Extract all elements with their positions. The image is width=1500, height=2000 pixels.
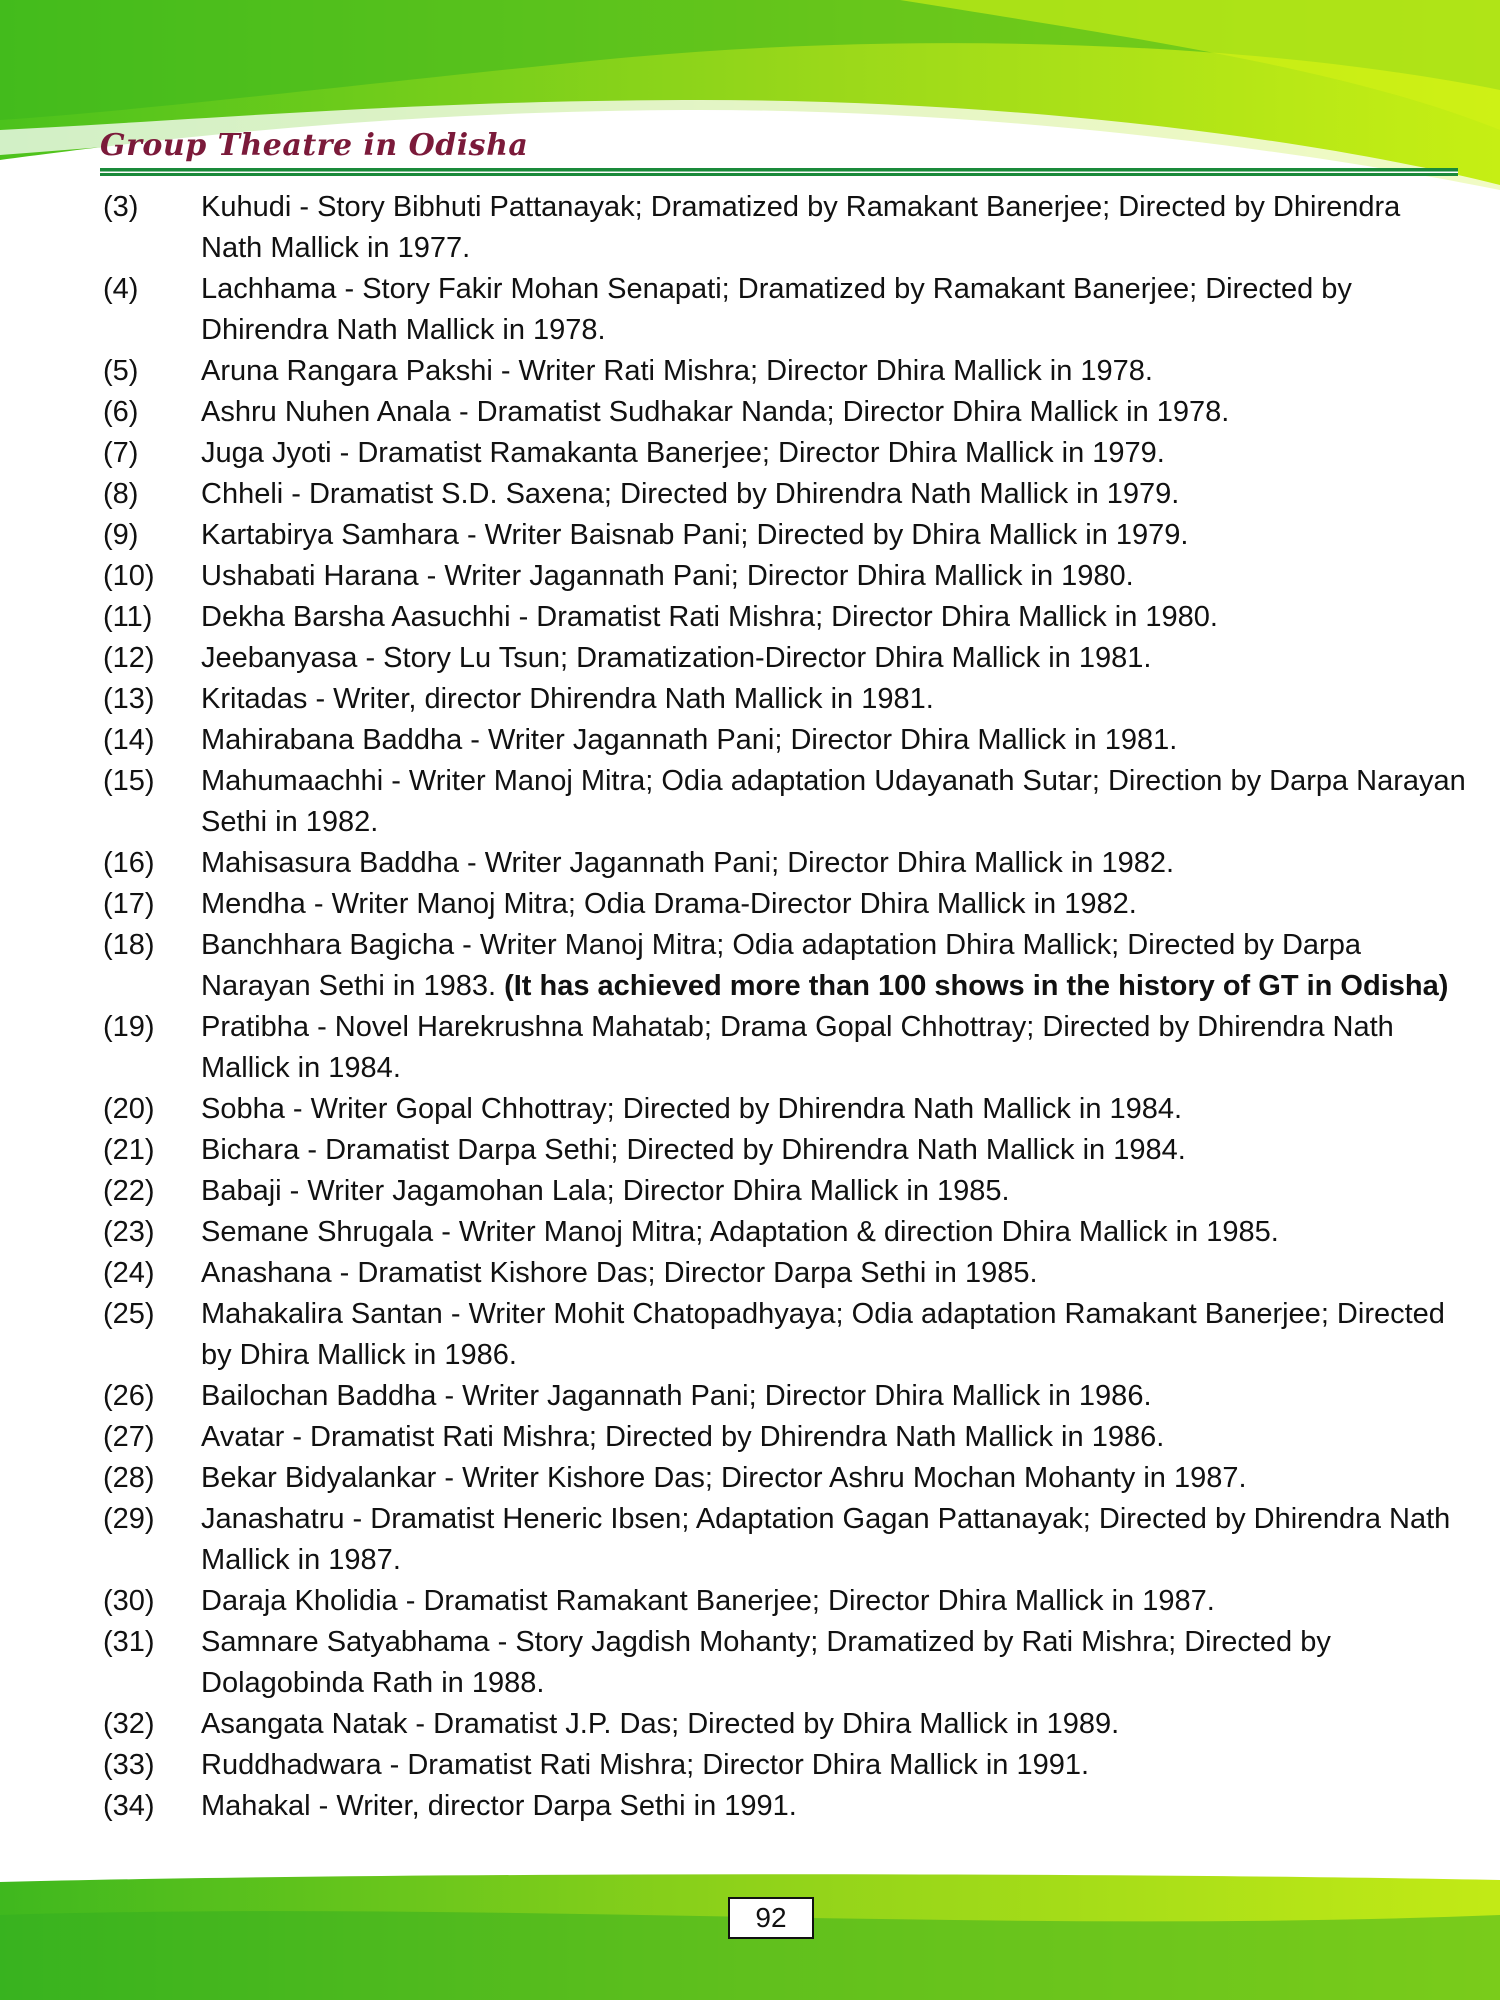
entry-text-main: Banchhara Bagicha - Writer Manoj Mitra; Odia adaptation Dhira Mallick; Directed by Darpa Narayan Sethi in 1983. xyxy=(201,929,1361,1002)
entry-number: (7) xyxy=(103,437,139,469)
list-item xyxy=(103,1294,1468,1376)
list-item xyxy=(103,761,1468,843)
entry-number: (4) xyxy=(103,273,139,305)
entry-text: Janashatru - Dramatist Heneric Ibsen; Adaptation Gagan Pattanayak; Directed by Dhirendra Nath Mallick in 1987. xyxy=(201,1503,1451,1576)
entry-number: (3) xyxy=(103,191,139,223)
entry-number: (14) xyxy=(103,724,155,756)
entry-text: Avatar - Dramatist Rati Mishra; Directed by Dhirendra Nath Mallick in 1986. xyxy=(201,1421,1165,1453)
list-item xyxy=(103,1745,1468,1786)
list-item xyxy=(103,392,1468,433)
entry-number: (30) xyxy=(103,1585,155,1617)
list-item xyxy=(103,597,1468,638)
entry-number: (16) xyxy=(103,847,155,879)
entry-text: Mendha - Writer Manoj Mitra; Odia Drama-Director Dhira Mallick in 1982. xyxy=(201,888,1137,920)
entry-number: (18) xyxy=(103,929,155,961)
list-item xyxy=(103,1499,1468,1581)
entry-number: (5) xyxy=(103,355,139,387)
list-item xyxy=(103,556,1468,597)
list-item xyxy=(103,925,1468,1007)
list-item xyxy=(103,1622,1468,1704)
entry-text: Juga Jyoti - Dramatist Ramakanta Banerjee; Director Dhira Mallick in 1979. xyxy=(201,437,1165,469)
entry-text: Pratibha - Novel Harekrushna Mahatab; Drama Gopal Chhottray; Directed by Dhirendra Nath Mallick in 1984. xyxy=(201,1011,1394,1084)
entry-number: (32) xyxy=(103,1708,155,1740)
entry-number: (15) xyxy=(103,765,155,797)
list-item xyxy=(103,269,1468,351)
running-header-title: Group Theatre in Odisha xyxy=(100,128,529,163)
entry-number: (27) xyxy=(103,1421,155,1453)
production-list xyxy=(103,187,1468,1827)
entry-number: (34) xyxy=(103,1790,155,1822)
entry-number: (20) xyxy=(103,1093,155,1125)
list-item xyxy=(103,1089,1468,1130)
list-item xyxy=(103,187,1468,269)
entry-text: Aruna Rangara Pakshi - Writer Rati Mishra; Director Dhira Mallick in 1978. xyxy=(201,355,1153,387)
entry-text: Mahakalira Santan - Writer Mohit Chatopadhyaya; Odia adaptation Ramakant Banerjee; Directed by Dhira Mallick in 1986. xyxy=(201,1298,1445,1371)
list-item xyxy=(103,1704,1468,1745)
list-item xyxy=(103,1212,1468,1253)
entry-number: (8) xyxy=(103,478,139,510)
page-number: 92 xyxy=(728,1897,814,1939)
list-item xyxy=(103,474,1468,515)
entry-text: Jeebanyasa - Story Lu Tsun; Dramatization-Director Dhira Mallick in 1981. xyxy=(201,642,1152,674)
list-item xyxy=(103,351,1468,392)
list-item xyxy=(103,1417,1468,1458)
entry-number: (23) xyxy=(103,1216,155,1248)
entry-text: Ruddhadwara - Dramatist Rati Mishra; Director Dhira Mallick in 1991. xyxy=(201,1749,1090,1781)
entry-text: Mahakal - Writer, director Darpa Sethi in 1991. xyxy=(201,1790,797,1822)
list-item xyxy=(103,515,1468,556)
entry-text: Lachhama - Story Fakir Mohan Senapati; Dramatized by Ramakant Banerjee; Directed by Dhirendra Nath Mallick in 1978. xyxy=(201,273,1352,346)
entry-text: Mahisasura Baddha - Writer Jagannath Pani; Director Dhira Mallick in 1982. xyxy=(201,847,1175,879)
list-item xyxy=(103,1786,1468,1827)
entry-number: (22) xyxy=(103,1175,155,1207)
entry-text: Ushabati Harana - Writer Jagannath Pani; Director Dhira Mallick in 1980. xyxy=(201,560,1134,592)
entry-highlight: (It has achieved more than 100 shows in the history of GT in Odisha) xyxy=(496,970,1449,1002)
list-item xyxy=(103,1007,1468,1089)
entry-text: Mahirabana Baddha - Writer Jagannath Pani; Director Dhira Mallick in 1981. xyxy=(201,724,1178,756)
entry-number: (11) xyxy=(103,601,153,633)
entry-number: (31) xyxy=(103,1626,155,1658)
list-item xyxy=(103,1581,1468,1622)
entry-text: Chheli - Dramatist S.D. Saxena; Directed by Dhirendra Nath Mallick in 1979. xyxy=(201,478,1180,510)
list-item xyxy=(103,1376,1468,1417)
entry-number: (6) xyxy=(103,396,139,428)
list-item xyxy=(103,1458,1468,1499)
entry-text: Ashru Nuhen Anala - Dramatist Sudhakar Nanda; Director Dhira Mallick in 1978. xyxy=(201,396,1230,428)
entry-number: (19) xyxy=(103,1011,155,1043)
entry-text: Bailochan Baddha - Writer Jagannath Pani; Director Dhira Mallick in 1986. xyxy=(201,1380,1152,1412)
list-item xyxy=(103,1130,1468,1171)
entry-text: Kuhudi - Story Bibhuti Pattanayak; Dramatized by Ramakant Banerjee; Directed by Dhirendra Nath Mallick in 1977. xyxy=(201,191,1401,264)
entry-text: Sobha - Writer Gopal Chhottray; Directed by Dhirendra Nath Mallick in 1984. xyxy=(201,1093,1183,1125)
list-item xyxy=(103,843,1468,884)
entry-text: Babaji - Writer Jagamohan Lala; Director Dhira Mallick in 1985. xyxy=(201,1175,1010,1207)
entry-text: Bekar Bidyalankar - Writer Kishore Das; Director Ashru Mochan Mohanty in 1987. xyxy=(201,1462,1247,1494)
list-item xyxy=(103,1253,1468,1294)
entry-text xyxy=(201,925,1468,1007)
entry-text: Kartabirya Samhara - Writer Baisnab Pani; Directed by Dhira Mallick in 1979. xyxy=(201,519,1189,551)
list-item xyxy=(103,884,1468,925)
entry-number: (29) xyxy=(103,1503,155,1535)
entry-text: Dekha Barsha Aasuchhi - Dramatist Rati Mishra; Director Dhira Mallick in 1980. xyxy=(201,601,1218,633)
entry-number: (24) xyxy=(103,1257,155,1289)
entry-number: (9) xyxy=(103,519,139,551)
entry-text: Daraja Kholidia - Dramatist Ramakant Banerjee; Director Dhira Mallick in 1987. xyxy=(201,1585,1215,1617)
entry-text: Anashana - Dramatist Kishore Das; Director Darpa Sethi in 1985. xyxy=(201,1257,1038,1289)
list-item xyxy=(103,433,1468,474)
entry-text: Kritadas - Writer, director Dhirendra Nath Mallick in 1981. xyxy=(201,683,934,715)
entry-text: Mahumaachhi - Writer Manoj Mitra; Odia adaptation Udayanath Sutar; Direction by Darpa Narayan Sethi in 1982. xyxy=(201,765,1466,838)
list-item xyxy=(103,720,1468,761)
entry-text: Bichara - Dramatist Darpa Sethi; Directed by Dhirendra Nath Mallick in 1984. xyxy=(201,1134,1186,1166)
entry-number: (13) xyxy=(103,683,155,715)
entry-number: (12) xyxy=(103,642,155,674)
list-item xyxy=(103,1171,1468,1212)
entry-number: (21) xyxy=(103,1134,155,1166)
entry-number: (17) xyxy=(103,888,155,920)
entry-text: Samnare Satyabhama - Story Jagdish Mohanty; Dramatized by Rati Mishra; Directed by Dolagobinda Rath in 1988. xyxy=(201,1626,1331,1699)
list-item xyxy=(103,638,1468,679)
entry-number: (28) xyxy=(103,1462,155,1494)
entry-text: Asangata Natak - Dramatist J.P. Das; Directed by Dhira Mallick in 1989. xyxy=(201,1708,1120,1740)
entry-number: (10) xyxy=(103,560,155,592)
entry-number: (25) xyxy=(103,1298,155,1330)
header-rule xyxy=(100,168,1458,176)
entry-number: (26) xyxy=(103,1380,155,1412)
list-item xyxy=(103,679,1468,720)
entry-number: (33) xyxy=(103,1749,155,1781)
entry-text: Semane Shrugala - Writer Manoj Mitra; Adaptation & direction Dhira Mallick in 1985. xyxy=(201,1216,1279,1248)
